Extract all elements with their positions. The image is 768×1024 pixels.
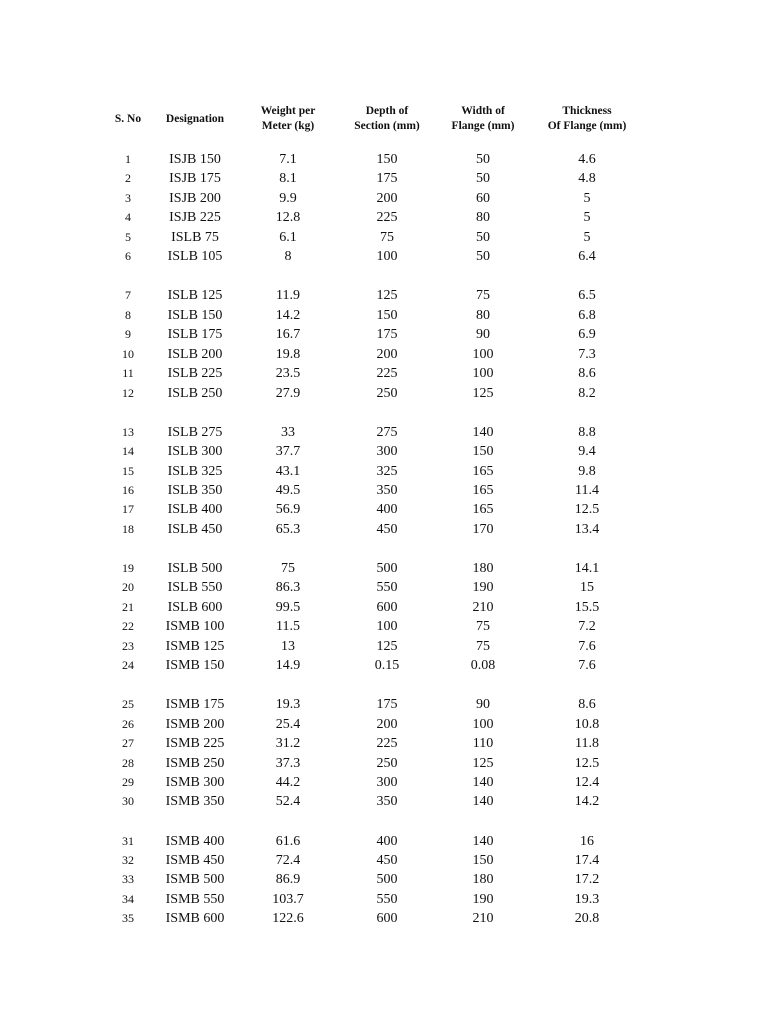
cell-weight: 37.3	[275, 755, 301, 771]
cell-weight: 72.4	[275, 852, 301, 868]
cell-flange-thickness: 5	[583, 190, 591, 206]
cell-depth: 250	[376, 385, 398, 401]
cell-weight: 122.6	[272, 911, 304, 927]
cell-sno: 29	[122, 775, 134, 789]
header-sno-line: S. No	[114, 113, 142, 125]
table-row	[0, 500, 768, 519]
cell-sno: 18	[122, 521, 134, 536]
table-row	[0, 462, 768, 481]
cell-sno: 3	[125, 190, 131, 205]
cell-depth: 400	[376, 833, 398, 849]
cell-flange-thickness: 9.4	[578, 444, 596, 460]
cell-designation: ISMB 350	[165, 794, 225, 810]
table-row	[0, 617, 768, 636]
cell-designation: ISLB 200	[167, 346, 223, 362]
cell-designation: ISMB 225	[165, 736, 225, 752]
cell-flange-width: 75	[476, 638, 490, 654]
table-row	[0, 286, 768, 305]
cell-depth: 600	[376, 599, 398, 615]
cell-designation: ISMB 600	[165, 911, 225, 927]
cell-weight: 19.8	[275, 346, 301, 362]
cell-flange-width: 210	[472, 911, 494, 927]
cell-depth: 350	[376, 794, 398, 810]
cell-flange-width: 125	[472, 755, 494, 771]
cell-designation: ISMB 150	[165, 658, 225, 674]
cell-sno: 17	[122, 502, 134, 517]
cell-flange-width: 140	[472, 794, 494, 810]
table-row	[0, 559, 768, 578]
cell-flange-width: 165	[472, 463, 494, 479]
cell-weight: 86.3	[275, 580, 301, 596]
header-depth-line: Section (mm)	[354, 120, 420, 132]
cell-designation: ISLB 550	[167, 580, 223, 596]
table-row	[0, 247, 768, 266]
cell-sno: 35	[122, 911, 134, 926]
cell-designation: ISLB 300	[167, 444, 223, 460]
cell-sno: 32	[122, 852, 134, 867]
cell-sno: 10	[122, 346, 134, 361]
cell-designation: ISLB 450	[167, 521, 223, 537]
cell-sno: 2	[125, 171, 131, 186]
header-weight-line: Weight per	[260, 105, 316, 117]
cell-weight: 86.9	[275, 872, 301, 888]
cell-flange-width: 80	[476, 307, 490, 323]
cell-sno: 25	[122, 697, 134, 712]
cell-sno: 9	[125, 327, 131, 342]
cell-flange-width: 90	[476, 327, 490, 343]
cell-flange-thickness: 8.6	[578, 366, 596, 382]
cell-sno: 16	[122, 482, 134, 497]
cell-sno: 19	[122, 560, 134, 575]
cell-flange-thickness: 10.8	[574, 716, 600, 732]
cell-designation: ISLB 275	[167, 424, 223, 440]
table-row	[0, 228, 768, 247]
table-row	[0, 754, 768, 773]
cell-flange-width: 190	[472, 580, 494, 596]
cell-weight: 19.3	[275, 697, 301, 713]
cell-designation: ISLB 350	[167, 482, 223, 498]
table-row	[0, 423, 768, 442]
cell-sno: 13	[122, 424, 134, 439]
cell-weight: 11.9	[276, 288, 300, 304]
cell-flange-width: 60	[476, 190, 490, 206]
cell-flange-thickness: 17.4	[574, 852, 600, 868]
table-row	[0, 792, 768, 811]
table-row	[0, 695, 768, 714]
cell-depth: 100	[376, 249, 398, 265]
table-row	[0, 909, 768, 928]
cell-flange-thickness: 19.3	[574, 891, 600, 907]
table-row	[0, 189, 768, 208]
cell-weight: 43.1	[275, 463, 301, 479]
cell-designation: ISLB 75	[171, 229, 219, 245]
cell-weight: 99.5	[275, 599, 301, 615]
cell-flange-thickness: 13.4	[574, 521, 600, 537]
cell-designation: ISMB 400	[165, 833, 225, 849]
table-row	[0, 773, 768, 792]
cell-sno: 27	[122, 736, 134, 751]
cell-flange-thickness: 17.2	[574, 872, 600, 888]
cell-sno: 12	[122, 385, 134, 400]
cell-weight: 75	[281, 560, 295, 576]
cell-designation: ISJB 175	[169, 171, 221, 187]
cell-depth: 500	[376, 872, 398, 888]
table-row	[0, 578, 768, 597]
cell-sno: 34	[122, 891, 134, 906]
cell-depth: 0.15	[374, 658, 400, 674]
table-row	[0, 208, 768, 227]
header-designation	[166, 112, 224, 127]
cell-flange-thickness: 16	[580, 833, 594, 849]
cell-flange-width: 90	[476, 697, 490, 713]
cell-designation: ISMB 300	[165, 775, 225, 790]
cell-designation: ISMB 125	[165, 638, 225, 654]
cell-designation: ISLB 150	[167, 307, 223, 323]
table-row	[0, 832, 768, 851]
cell-flange-thickness: 6.9	[578, 327, 596, 343]
cell-flange-thickness: 6.8	[578, 307, 596, 323]
cell-weight: 23.5	[275, 366, 301, 382]
cell-weight: 56.9	[275, 502, 301, 518]
header-flange-width	[452, 104, 515, 134]
cell-weight: 16.7	[275, 327, 301, 343]
cell-depth: 150	[376, 307, 398, 323]
cell-flange-thickness: 7.2	[578, 619, 596, 635]
cell-flange-thickness: 8.6	[578, 697, 596, 713]
cell-depth: 250	[376, 755, 398, 771]
cell-flange-thickness: 6.5	[578, 288, 596, 304]
cell-sno: 20	[122, 580, 134, 595]
cell-depth: 550	[376, 580, 398, 596]
cell-designation: ISLB 225	[167, 366, 223, 382]
cell-weight: 25.4	[275, 716, 301, 732]
cell-flange-width: 170	[472, 521, 494, 537]
cell-designation: ISMB 200	[165, 716, 225, 732]
cell-designation: ISMB 100	[165, 619, 225, 635]
cell-flange-width: 50	[476, 249, 490, 265]
cell-weight: 14.2	[275, 307, 301, 323]
cell-weight: 14.9	[275, 658, 301, 674]
cell-depth: 600	[376, 911, 398, 927]
cell-weight: 65.3	[275, 521, 301, 537]
cell-flange-width: 100	[472, 716, 494, 732]
cell-flange-width: 50	[476, 171, 490, 187]
cell-flange-thickness: 7.6	[578, 658, 596, 674]
cell-sno: 15	[122, 463, 134, 478]
cell-flange-width: 110	[472, 736, 494, 752]
cell-weight: 8.1	[279, 171, 297, 187]
table-row	[0, 364, 768, 383]
cell-flange-width: 165	[472, 482, 494, 498]
cell-flange-thickness: 11.4	[575, 482, 599, 498]
table-row	[0, 169, 768, 188]
cell-designation: ISMB 250	[165, 755, 225, 771]
cell-weight: 33	[281, 424, 295, 440]
cell-designation: ISLB 600	[167, 599, 223, 615]
cell-designation: ISLB 125	[167, 288, 223, 304]
cell-flange-width: 0.08	[470, 658, 496, 674]
table-row	[0, 325, 768, 344]
cell-flange-thickness: 6.4	[578, 249, 596, 265]
cell-weight: 31.2	[275, 736, 301, 752]
cell-flange-width: 100	[472, 346, 494, 362]
cell-sno: 7	[125, 288, 131, 303]
table-row	[0, 520, 768, 539]
cell-depth: 550	[376, 891, 398, 907]
cell-weight: 8	[284, 249, 292, 265]
table-row	[0, 442, 768, 461]
header-depth-line: Depth of	[365, 105, 409, 117]
cell-depth: 150	[376, 152, 398, 167]
cell-flange-thickness: 7.3	[578, 346, 596, 362]
cell-flange-thickness: 14.2	[574, 794, 600, 810]
cell-designation: ISMB 500	[165, 872, 225, 888]
cell-designation: ISLB 250	[167, 385, 223, 401]
cell-designation: ISJB 225	[169, 210, 221, 226]
cell-depth: 400	[376, 502, 398, 518]
cell-depth: 300	[376, 444, 398, 460]
cell-depth: 75	[380, 229, 394, 245]
cell-designation: ISLB 175	[167, 327, 223, 343]
cell-flange-thickness: 4.8	[578, 171, 596, 187]
cell-flange-thickness: 9.8	[578, 463, 596, 479]
cell-designation: ISLB 400	[167, 502, 223, 518]
cell-flange-thickness: 4.6	[578, 152, 596, 167]
cell-flange-width: 140	[472, 833, 494, 849]
table-row	[0, 150, 768, 169]
cell-depth: 200	[376, 716, 398, 732]
cell-weight: 37.7	[275, 444, 301, 460]
cell-sno: 24	[122, 658, 134, 673]
cell-flange-thickness: 15	[580, 580, 594, 596]
table-row	[0, 481, 768, 500]
cell-sno: 6	[125, 249, 131, 264]
header-weight-line: Meter (kg)	[261, 120, 315, 132]
cell-sno: 30	[122, 794, 134, 809]
header-sno	[115, 112, 141, 127]
cell-flange-width: 75	[476, 619, 490, 635]
cell-flange-thickness: 7.6	[578, 638, 596, 654]
cell-flange-thickness: 8.8	[578, 424, 596, 440]
cell-weight: 11.5	[276, 619, 300, 635]
cell-sno: 23	[122, 638, 134, 653]
cell-depth: 225	[376, 366, 398, 382]
table-header	[0, 104, 768, 138]
cell-weight: 61.6	[275, 833, 301, 849]
cell-flange-thickness: 12.4	[574, 775, 600, 790]
cell-flange-width: 125	[472, 385, 494, 401]
cell-depth: 100	[376, 619, 398, 635]
cell-depth: 125	[376, 638, 398, 654]
cell-sno: 28	[122, 755, 134, 770]
header-designation-line: Designation	[165, 113, 225, 125]
cell-depth: 175	[376, 327, 398, 343]
table-row	[0, 890, 768, 909]
cell-designation: ISJB 150	[169, 152, 221, 167]
cell-sno: 14	[122, 444, 134, 459]
cell-depth: 200	[376, 190, 398, 206]
cell-flange-width: 75	[476, 288, 490, 304]
cell-flange-width: 50	[476, 152, 490, 167]
cell-flange-thickness: 20.8	[574, 911, 600, 927]
cell-depth: 200	[376, 346, 398, 362]
header-flange-width-line: Width of	[461, 105, 505, 117]
cell-weight: 49.5	[275, 482, 301, 498]
cell-flange-width: 140	[472, 424, 494, 440]
cell-flange-thickness: 11.8	[575, 736, 599, 752]
cell-sno: 26	[122, 716, 134, 731]
cell-flange-width: 180	[472, 872, 494, 888]
header-flange-thickness	[548, 104, 627, 134]
cell-flange-thickness: 14.1	[574, 560, 600, 576]
cell-designation: ISLB 500	[167, 560, 223, 576]
cell-designation: ISMB 550	[165, 891, 225, 907]
cell-depth: 500	[376, 560, 398, 576]
cell-sno: 22	[122, 619, 134, 634]
cell-flange-width: 150	[472, 852, 494, 868]
cell-weight: 27.9	[275, 385, 301, 401]
table-row	[0, 851, 768, 870]
cell-weight: 44.2	[275, 775, 301, 790]
cell-flange-width: 150	[472, 444, 494, 460]
cell-designation: ISJB 200	[169, 190, 221, 206]
table-row	[0, 637, 768, 656]
cell-depth: 325	[376, 463, 398, 479]
cell-sno: 4	[125, 210, 131, 225]
table-row	[0, 715, 768, 734]
cell-weight: 13	[281, 638, 295, 654]
header-weight	[261, 104, 316, 134]
table-row	[0, 345, 768, 364]
cell-flange-width: 80	[476, 210, 490, 226]
cell-flange-thickness: 8.2	[578, 385, 596, 401]
header-depth	[354, 104, 419, 134]
cell-sno: 31	[122, 833, 134, 848]
cell-flange-thickness: 5	[583, 229, 591, 245]
cell-flange-width: 210	[472, 599, 494, 615]
header-flange-thickness-line: Of Flange (mm)	[547, 120, 627, 132]
cell-sno: 21	[122, 599, 134, 614]
cell-depth: 450	[376, 521, 398, 537]
cell-sno: 8	[125, 307, 131, 322]
cell-depth: 225	[376, 210, 398, 226]
table-row	[0, 870, 768, 889]
cell-depth: 175	[376, 171, 398, 187]
cell-designation: ISMB 175	[165, 697, 225, 713]
cell-flange-width: 190	[472, 891, 494, 907]
cell-designation: ISLB 325	[167, 463, 223, 479]
table-row	[0, 306, 768, 325]
cell-weight: 6.1	[279, 229, 297, 245]
cell-weight: 7.1	[279, 152, 297, 167]
cell-flange-thickness: 15.5	[574, 599, 600, 615]
cell-flange-width: 50	[476, 229, 490, 245]
cell-flange-thickness: 12.5	[574, 755, 600, 771]
cell-depth: 450	[376, 852, 398, 868]
cell-flange-width: 100	[472, 366, 494, 382]
cell-designation: ISMB 450	[165, 852, 225, 868]
cell-flange-width: 140	[472, 775, 494, 790]
cell-flange-thickness: 12.5	[574, 502, 600, 518]
cell-weight: 12.8	[275, 210, 301, 226]
cell-flange-thickness: 5	[583, 210, 591, 226]
table-row	[0, 734, 768, 753]
cell-depth: 300	[376, 775, 398, 790]
cell-flange-width: 165	[472, 502, 494, 518]
cell-depth: 175	[376, 697, 398, 713]
cell-flange-width: 180	[472, 560, 494, 576]
cell-depth: 350	[376, 482, 398, 498]
cell-depth: 225	[376, 736, 398, 752]
table-row	[0, 384, 768, 403]
cell-depth: 125	[376, 288, 398, 304]
header-flange-width-line: Flange (mm)	[451, 120, 515, 132]
cell-sno: 11	[122, 366, 134, 381]
header-flange-thickness-line: Thickness	[562, 105, 612, 117]
cell-weight: 103.7	[272, 891, 304, 907]
cell-sno: 33	[122, 872, 134, 887]
cell-sno: 1	[125, 152, 131, 166]
table-row	[0, 656, 768, 675]
cell-weight: 9.9	[279, 190, 297, 206]
table-row	[0, 598, 768, 617]
cell-designation: ISLB 105	[167, 249, 223, 265]
cell-weight: 52.4	[275, 794, 301, 810]
cell-depth: 275	[376, 424, 398, 440]
cell-sno: 5	[125, 229, 131, 244]
